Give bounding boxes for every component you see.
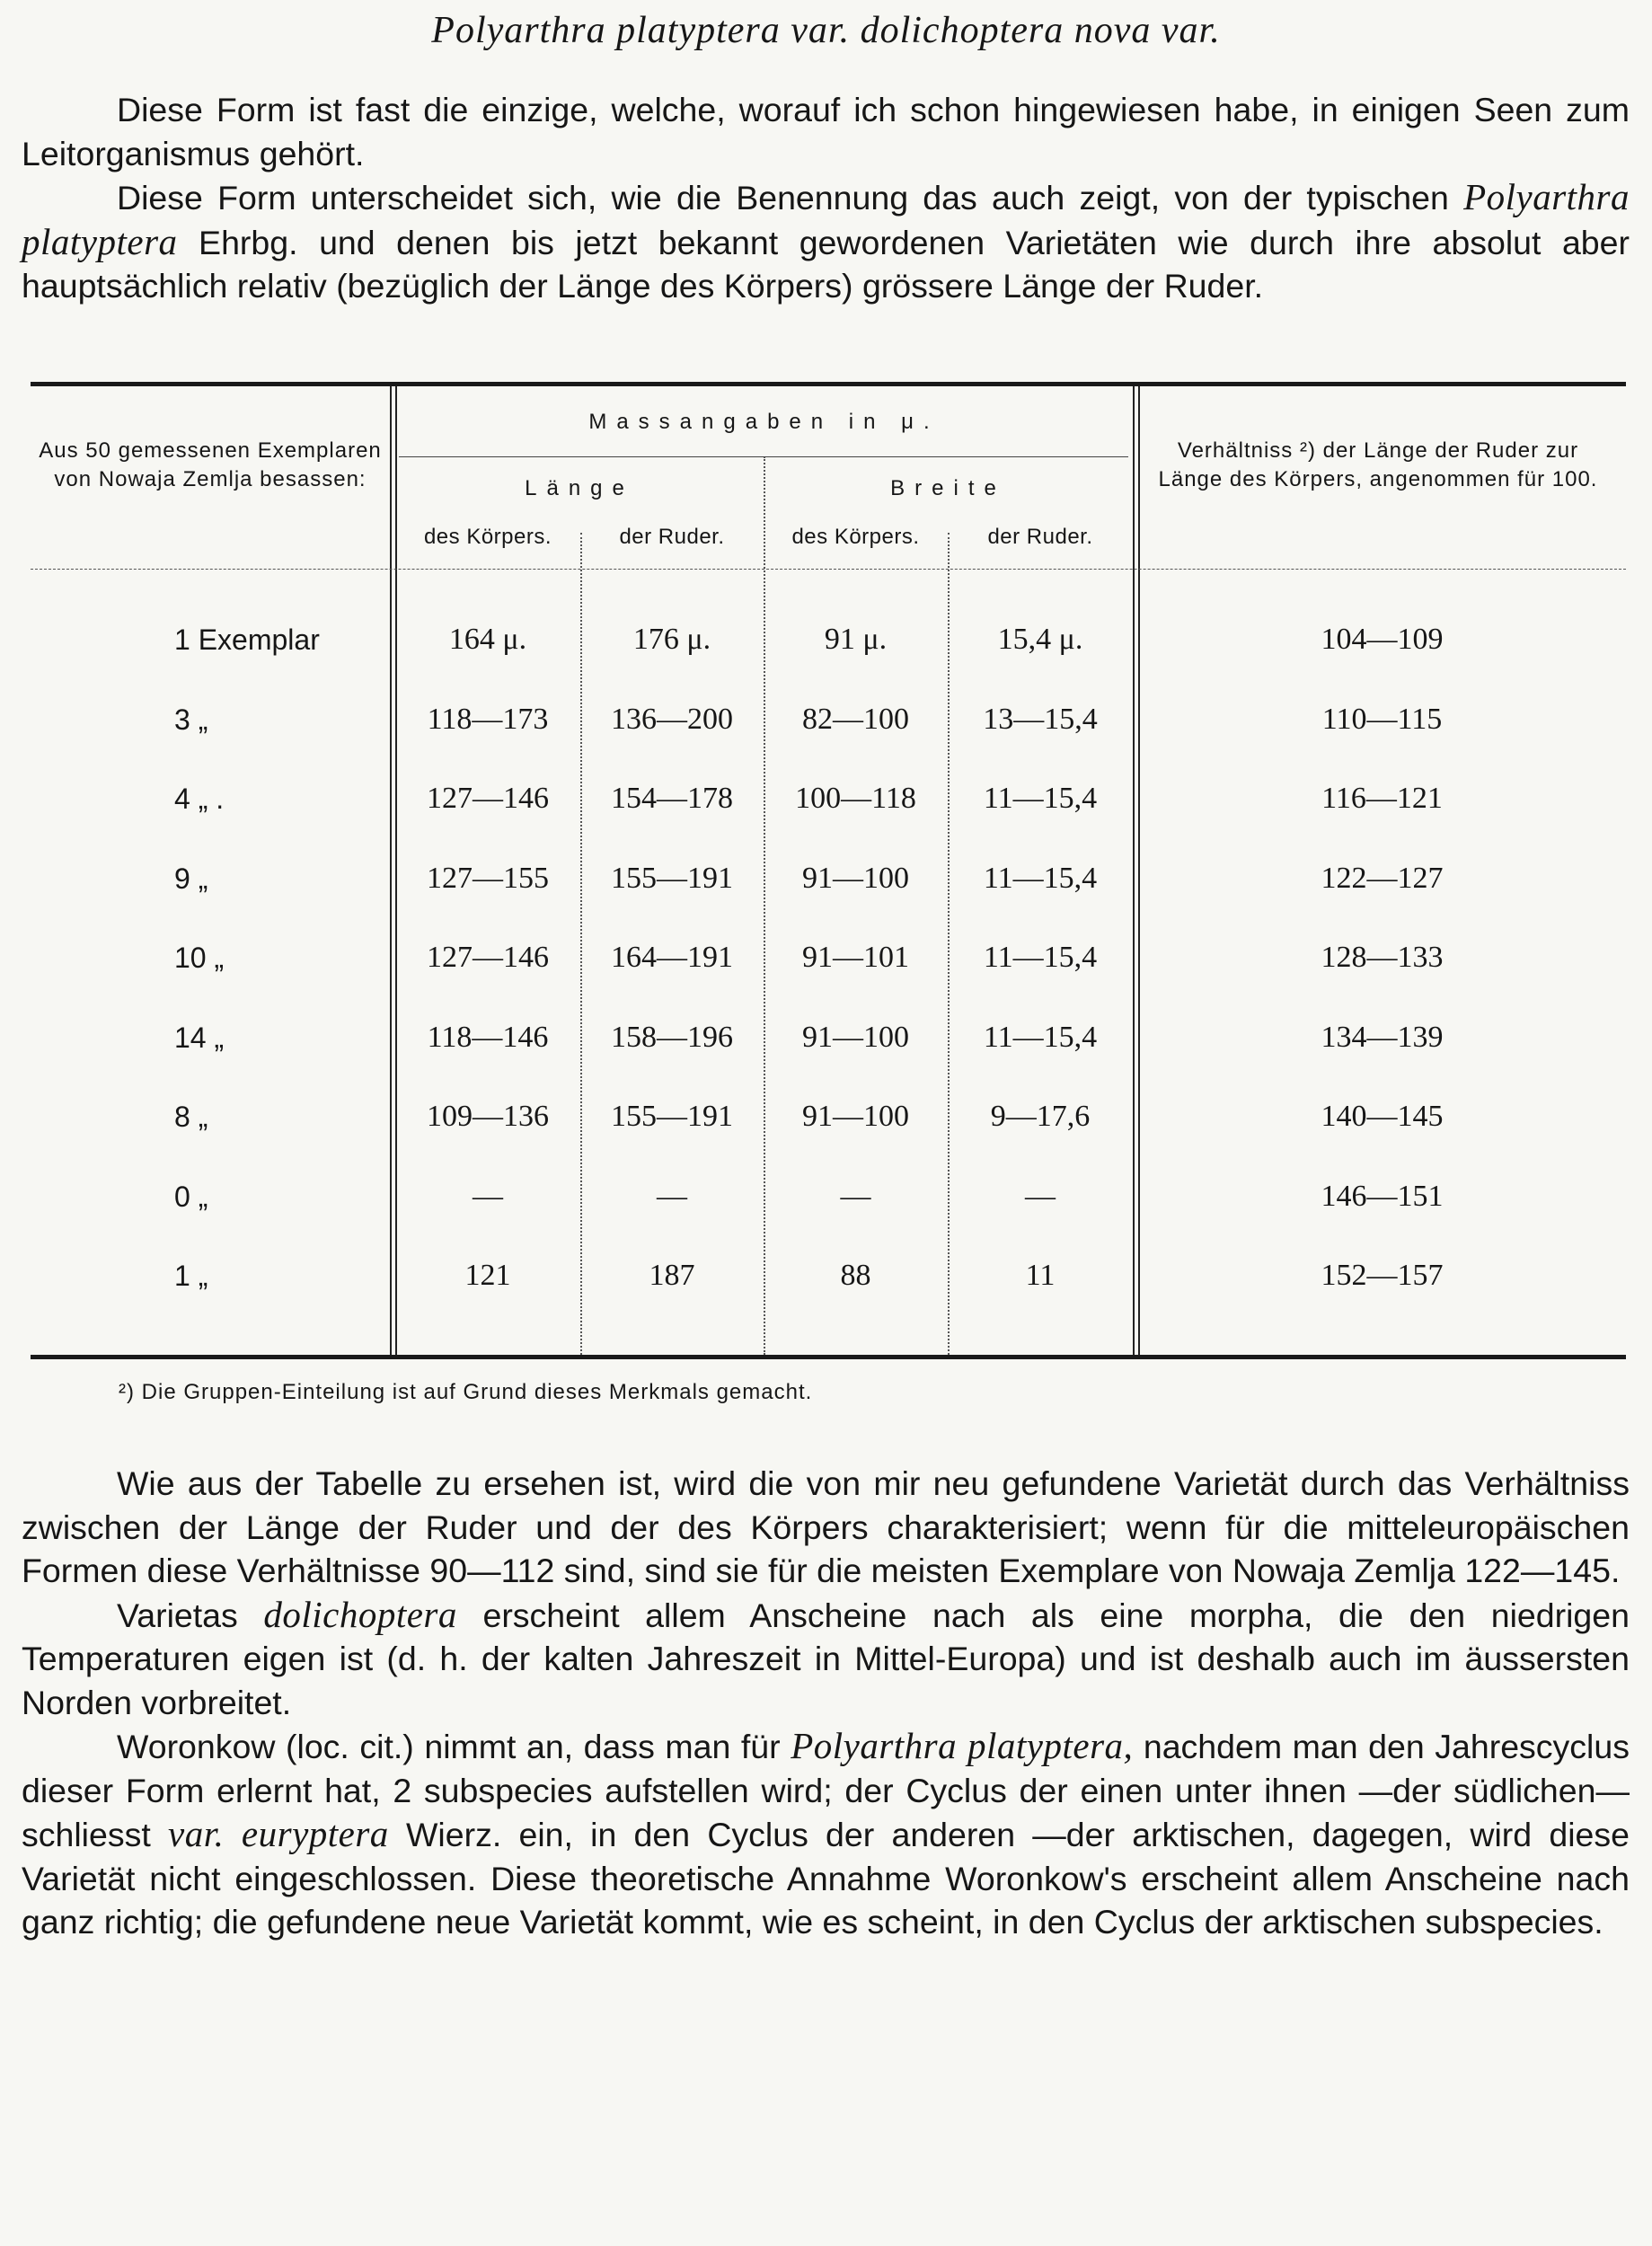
- laenge-ruder-header: der Ruder.: [619, 525, 725, 549]
- row-count: 0 „: [174, 1180, 208, 1213]
- ratio-range-value: 116—121: [1321, 782, 1443, 815]
- breite-koerper-value: 91 μ.: [824, 623, 888, 656]
- body-paragraph-1: Wie aus der Tabelle zu ersehen ist, wird die von mir neu gefundene Varietät durch das Verhältniss zwischen der Länge der Ruder und der des Körpers charakterisiert; wenn für die mitteleuropäischen Formen diese Verhältnisse 90—112 sind, sind sie für die meisten Exemplare von Nowaja Zemlja 122—145.: [22, 1464, 1630, 1589]
- page-title: Polyarthra platyptera var. dolichoptera nova var.: [431, 10, 1221, 51]
- laenge-koerper-value: 121: [464, 1259, 511, 1292]
- breite-koerper-value: 82—100: [802, 702, 909, 736]
- row-count: 14 „: [174, 1021, 225, 1054]
- text-run: Ehrbg. und denen bis jetzt bekannt gewordenen Varietäten wie durch ihre absolut aber hauptsächlich relativ (bezüglich der Länge des Körpers) grössere Länge der Ruder.: [22, 223, 1630, 305]
- text-run: Varietas: [117, 1596, 264, 1634]
- laenge-ruder-value: 155—191: [611, 1100, 733, 1133]
- body-paragraph-2: [22, 1593, 1630, 1725]
- intro-text: [22, 88, 1630, 308]
- laenge-ruder-value: 158—196: [611, 1020, 733, 1054]
- ratio-range-value: 122—127: [1321, 861, 1444, 895]
- laenge-koerper-value: 127—155: [427, 861, 549, 895]
- row-count: 8 „: [174, 1101, 208, 1133]
- breite-ruder-value: 11: [1025, 1259, 1056, 1292]
- body-text: [22, 1462, 1630, 1944]
- breite-ruder-value: 11—15,4: [983, 861, 1098, 895]
- row-count: 4 „ .: [174, 783, 225, 815]
- laenge-header: Länge: [525, 476, 634, 500]
- laenge-koerper-header: des Körpers.: [423, 525, 552, 549]
- text-run: Woronkow (loc. cit.) nimmt an, dass man für: [117, 1728, 791, 1765]
- breite-ruder-value: 9—17,6: [990, 1100, 1091, 1133]
- laenge-ruder-value: 176 μ.: [632, 623, 711, 656]
- breite-ruder-value: 11—15,4: [983, 782, 1098, 815]
- ratio-range-value: 134—139: [1321, 1020, 1444, 1054]
- header-rule: [399, 456, 1128, 457]
- laenge-koerper-value: 118—146: [427, 1020, 549, 1054]
- intro-paragraph-2: [22, 175, 1630, 308]
- count-column-header: Aus 50 gemessenen Exemplaren von Nowaja Zemlja besassen:: [39, 438, 382, 491]
- breite-koerper-value: 91—100: [802, 1100, 909, 1133]
- row-count: 1 Exemplar: [174, 623, 320, 656]
- row-count: 10 „: [174, 942, 225, 974]
- text-run: Wierz. ein, in den Cyclus der anderen —der arktischen, dagegen, wird diese Varietät nicht eingeschlossen. Diese theoretische Annahme Woronkow's erscheint allem Anscheine nach ganz richtig; die gefundene neue Varietät kommt, wie es scheint, in den Cyclus der arktischen subspecies.: [22, 1816, 1630, 1941]
- ratio-column-header: Verhältniss ²) der Länge der Ruder zur Länge des Körpers, angenommen für 100.: [1158, 438, 1598, 491]
- body-paragraph-3: [22, 1724, 1630, 1944]
- laenge-koerper-value: 127—146: [427, 941, 549, 974]
- breite-ruder-value: 11—15,4: [983, 1020, 1098, 1054]
- ratio-range-value: 146—151: [1321, 1179, 1444, 1213]
- breite-koerper-value: 100—118: [795, 782, 916, 815]
- ratio-range-value: 104—109: [1321, 623, 1444, 656]
- variety-name: dolichoptera: [263, 1593, 457, 1635]
- species-name: Polyarthra platyptera: [22, 176, 1630, 262]
- breite-koerper-value: 91—101: [802, 941, 909, 974]
- breite-koerper-value: —: [840, 1179, 871, 1213]
- text-run: nachdem man den Jahrescyclus dieser Form erlernt hat, 2 subspecies aufstellen wird; der Cyclus der einen unter ihnen —der südlichen— schliesst: [22, 1728, 1630, 1853]
- row-count: 3 „: [174, 703, 208, 736]
- breite-ruder-value: 13—15,4: [983, 702, 1098, 736]
- laenge-koerper-value: 109—136: [427, 1100, 549, 1133]
- laenge-ruder-value: 155—191: [611, 861, 733, 895]
- measurements-group-header: Massangaben in μ.: [588, 410, 940, 434]
- laenge-ruder-value: 164—191: [611, 941, 733, 974]
- breite-header: Breite: [890, 476, 1006, 500]
- column-divider-dotted: [764, 456, 765, 1355]
- breite-ruder-value: 15,4 μ.: [997, 623, 1083, 656]
- breite-ruder-value: —: [1025, 1179, 1056, 1213]
- text-run: Diese Form unterscheidet sich, wie die Benennung das auch zeigt, von der typischen: [117, 179, 1464, 217]
- breite-koerper-value: 91—100: [802, 861, 909, 895]
- table-footnote: ²) Die Gruppen-Einteilung ist auf Grund dieses Merkmals gemacht.: [119, 1380, 813, 1404]
- breite-ruder-value: 11—15,4: [983, 941, 1098, 974]
- laenge-ruder-value: —: [657, 1179, 687, 1213]
- row-count: 9 „: [174, 862, 208, 895]
- header-rule: [31, 569, 1626, 570]
- laenge-koerper-value: 127—146: [427, 782, 549, 815]
- laenge-koerper-value: —: [473, 1179, 503, 1213]
- column-divider: [390, 386, 392, 1355]
- laenge-koerper-value: 164 μ.: [448, 623, 527, 656]
- laenge-ruder-value: 154—178: [611, 782, 733, 815]
- column-divider: [1133, 386, 1135, 1355]
- variety-name: var. euryptera: [168, 1813, 389, 1854]
- laenge-ruder-value: 136—200: [611, 702, 733, 736]
- ratio-range-value: 110—115: [1321, 702, 1443, 736]
- ratio-range-value: 128—133: [1321, 941, 1444, 974]
- ratio-range-value: 152—157: [1321, 1259, 1444, 1292]
- breite-koerper-value: 91—100: [802, 1020, 909, 1054]
- row-count: 1 „: [174, 1260, 208, 1292]
- breite-koerper-header: des Körpers.: [791, 525, 920, 549]
- breite-ruder-header: der Ruder.: [987, 525, 1093, 549]
- text-run: erscheint allem Anscheine nach als eine morpha, die den niedrigen Temperaturen eigen ist (d. h. der kalten Jahreszeit in Mittel-Europa) und ist deshalb auch im äussersten Norden vorbreitet.: [22, 1596, 1630, 1721]
- breite-koerper-value: 88: [840, 1259, 871, 1292]
- measurement-table: [31, 382, 1626, 1359]
- laenge-koerper-value: 118—173: [427, 702, 549, 736]
- intro-paragraph-1: Diese Form ist fast die einzige, welche, worauf ich schon hingewiesen habe, in einigen Seen zum Leitorganismus gehört.: [22, 91, 1630, 172]
- ratio-range-value: 140—145: [1321, 1100, 1444, 1133]
- species-name: Polyarthra platyptera,: [791, 1725, 1134, 1766]
- laenge-ruder-value: 187: [649, 1259, 695, 1292]
